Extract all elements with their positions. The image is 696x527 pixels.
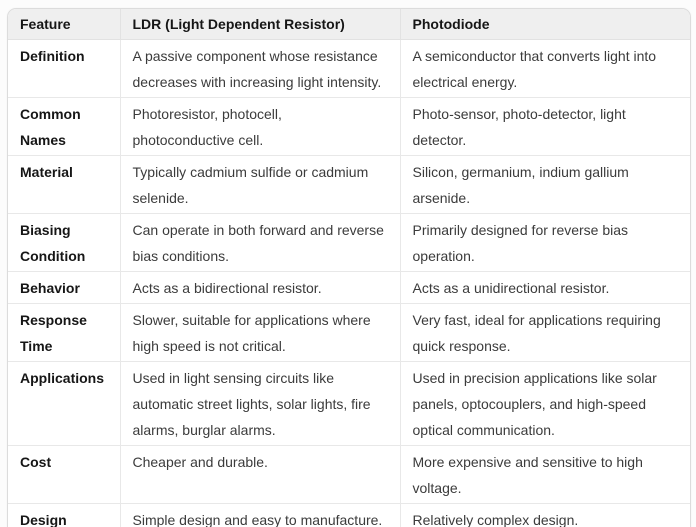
column-header-feature: Feature [8, 9, 120, 40]
photodiode-cell: Primarily designed for reverse bias operation. [400, 214, 690, 272]
column-header-photodiode: Photodiode [400, 9, 690, 40]
ldr-cell: Used in light sensing circuits like automatic street lights, solar lights, fire alarms, burglar alarms. [120, 362, 400, 446]
ldr-cell: Simple design and easy to manufacture. [120, 504, 400, 527]
ldr-cell: A passive component whose resistance decreases with increasing light intensity. [120, 40, 400, 98]
feature-cell: Common Names [8, 98, 120, 156]
feature-cell: Design [20, 512, 67, 527]
ldr-cell: Acts as a bidirectional resistor. [120, 272, 400, 304]
ldr-cell: Slower, suitable for applications where high speed is not critical. [120, 304, 400, 362]
photodiode-cell: A semiconductor that converts light into electrical energy. [400, 40, 690, 98]
feature-cell: Cost [8, 446, 120, 504]
table-row [8, 156, 690, 214]
column-header-ldr: LDR (Light Dependent Resistor) [120, 9, 400, 40]
photodiode-cell: Very fast, ideal for applications requiring quick response. [400, 304, 690, 362]
photodiode-cell: Acts as a unidirectional resistor. [400, 272, 690, 304]
photodiode-cell: Used in precision applications like solar panels, optocouplers, and high-speed optical communication. [400, 362, 690, 446]
table-body [8, 40, 690, 527]
header-row [8, 9, 690, 40]
table-row [8, 504, 690, 527]
feature-cell: Biasing Condition [8, 214, 120, 272]
table-header [8, 9, 690, 40]
comparison-table-container [7, 8, 691, 527]
ldr-cell: Can operate in both forward and reverse bias conditions. [120, 214, 400, 272]
feature-cell: Response Time [8, 304, 120, 362]
photodiode-cell: More expensive and sensitive to high voltage. [400, 446, 690, 504]
feature-cell: Applications [8, 362, 120, 446]
table-row [8, 272, 690, 304]
photodiode-cell: Relatively complex design. [400, 504, 690, 527]
table-row [8, 446, 690, 504]
table-row [8, 362, 690, 446]
table-row [8, 214, 690, 272]
comparison-table [8, 9, 690, 527]
ldr-cell: Cheaper and durable. [120, 446, 400, 504]
ldr-cell: Typically cadmium sulfide or cadmium selenide. [120, 156, 400, 214]
photodiode-cell: Silicon, germanium, indium gallium arsenide. [400, 156, 690, 214]
feature-cell: Behavior [8, 272, 120, 304]
table-row [8, 40, 690, 98]
ldr-cell: Photoresistor, photocell, photoconductive cell. [120, 98, 400, 156]
table-row [8, 98, 690, 156]
feature-cell: Material [8, 156, 120, 214]
photodiode-cell: Photo-sensor, photo-detector, light detector. [400, 98, 690, 156]
table-row [8, 304, 690, 362]
feature-cell: Definition [8, 40, 120, 98]
